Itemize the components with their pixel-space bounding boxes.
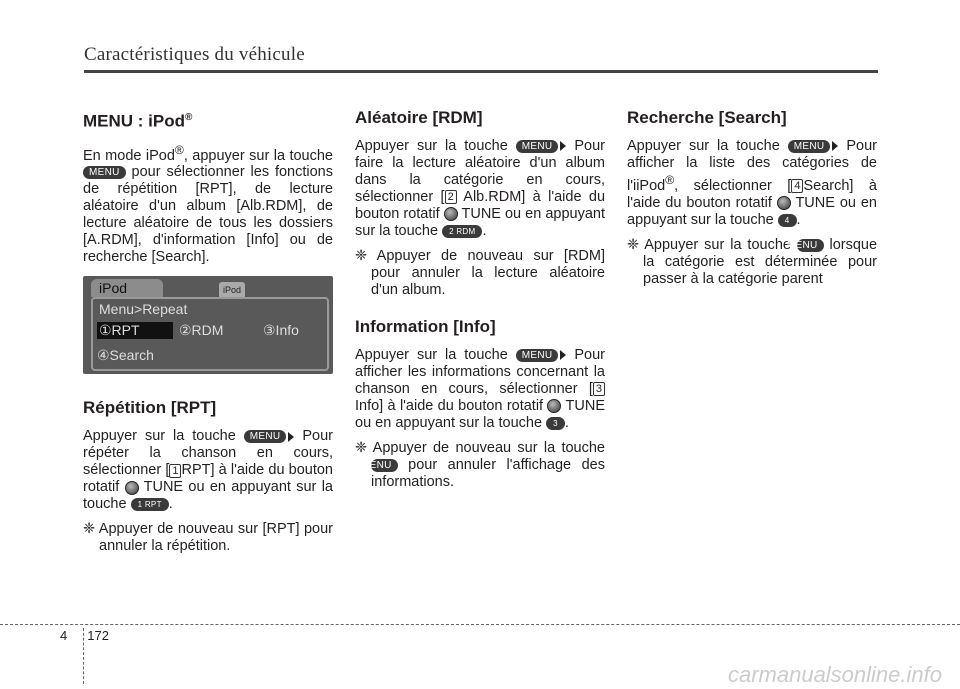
- tune-knob-icon: [777, 196, 791, 210]
- menu-button-icon: MENU: [516, 349, 559, 362]
- menu-button-icon: MENU: [371, 459, 398, 472]
- info-paragraph: Appuyer sur la touche MENU Pour afficher les informations concernant la chanson en cours, sélectionner [ 3 Info] à l'aide du bouton rotatif TUNE ou en appuyant sur la touche 3 .: [355, 347, 606, 431]
- tune-knob-icon: [125, 481, 139, 495]
- section-title-rpt: Répétition [RPT]: [83, 398, 217, 418]
- header-rule: [84, 70, 878, 73]
- screen-ipod-badge: iPod: [219, 282, 245, 299]
- footer-rule: [0, 624, 960, 625]
- number-2-icon: 2: [445, 190, 457, 204]
- rpt-button-icon: 1 RPT: [131, 498, 169, 511]
- right-arrow-icon: [288, 432, 294, 442]
- screen-menu-path: Menu>Repeat: [99, 301, 188, 318]
- menu-button-icon: MENU: [83, 166, 126, 179]
- search-paragraph: Appuyer sur la touche MENU Pour afficher la liste des catégories de l'iiPod®, sélectionner [ 4 Search] à l'aide du bouton rotatif TUNE ou en appuyant sur la touche 4 .: [627, 138, 878, 228]
- number-4-icon: 4: [791, 179, 803, 193]
- screen-option-rdm: ②RDM: [179, 322, 224, 339]
- search-note: ❈ Appuyer sur la touche MENU lorsque la catégorie est déterminée pour passer à la catégorie parent: [627, 236, 878, 287]
- rpt-paragraph: Appuyer sur la touche MENU Pour répéter la chanson en cours, sélectionner [ 1 RPT] à l'aide du bouton rotatif TUNE ou en appuyant sur la touche 1 RPT .: [83, 428, 334, 513]
- right-arrow-icon: [560, 350, 566, 360]
- search-button-icon: 4: [778, 214, 797, 227]
- number-1-icon: 1: [169, 464, 181, 478]
- tune-knob-icon: [444, 207, 458, 221]
- tune-knob-icon: [547, 399, 561, 413]
- screen-menu-panel: [91, 297, 329, 371]
- menu-button-icon: MENU: [788, 140, 831, 153]
- screen-option-search: ④Search: [97, 347, 154, 364]
- column-2: [355, 108, 605, 497]
- menu-button-icon: MENU: [516, 140, 559, 153]
- right-arrow-icon: [560, 141, 566, 151]
- rdm-paragraph: Appuyer sur la touche MENU Pour faire la lecture aléatoire d'un album dans la catégorie en cours, sélectionner [ 2 Alb.RDM] à l'aide du bouton rotatif TUNE ou en appuyant sur la touche 2 RDM .: [355, 138, 606, 239]
- right-arrow-icon: [832, 141, 838, 151]
- section-title-menu-ipod: MENU : iPod®: [83, 111, 193, 131]
- screen-option-info: ③Info: [263, 322, 299, 339]
- menu-button-icon: MENU: [244, 430, 287, 443]
- rdm-note: ❈ Appuyer de nouveau sur [RDM] pour annuler la lecture aléatoire d'un album.: [355, 248, 605, 298]
- info-note: ❈ Appuyer de nouveau sur la touche MENU pour annuler l'affichage des informations.: [355, 440, 605, 490]
- rdm-button-icon: 2 RDM: [442, 225, 482, 238]
- info-button-icon: 3: [546, 417, 565, 430]
- ipod-screen-image: [83, 276, 333, 374]
- column-3: [627, 108, 877, 294]
- page-number: 4 172: [60, 628, 109, 643]
- intro-paragraph: En mode iPod®, appuyer sur la touche MENU pour sélectionner les fonctions de répétition [RPT], de lecture aléatoire d'un album [Alb.RDM], de lecture aléatoire de tous les dossiers [A.RDM], d'information [Info] ou de recherche [Search].: [83, 142, 333, 266]
- screen-tab: iPod: [91, 279, 163, 297]
- menu-button-icon: MENU: [797, 239, 824, 252]
- rpt-note: ❈ Appuyer de nouveau sur [RPT] pour annuler la répétition.: [83, 521, 333, 555]
- page-header-title: Caractéristiques du véhicule: [84, 44, 305, 65]
- section-title-search: Recherche [Search]: [627, 108, 787, 127]
- section-title-info: Information [Info]: [355, 317, 496, 336]
- column-1: [83, 108, 333, 561]
- screen-option-rpt: ①RPT: [97, 322, 173, 339]
- watermark: carmanualsonline.info: [727, 662, 942, 687]
- section-title-rdm: Aléatoire [RDM]: [355, 108, 483, 127]
- number-3-icon: 3: [593, 382, 605, 396]
